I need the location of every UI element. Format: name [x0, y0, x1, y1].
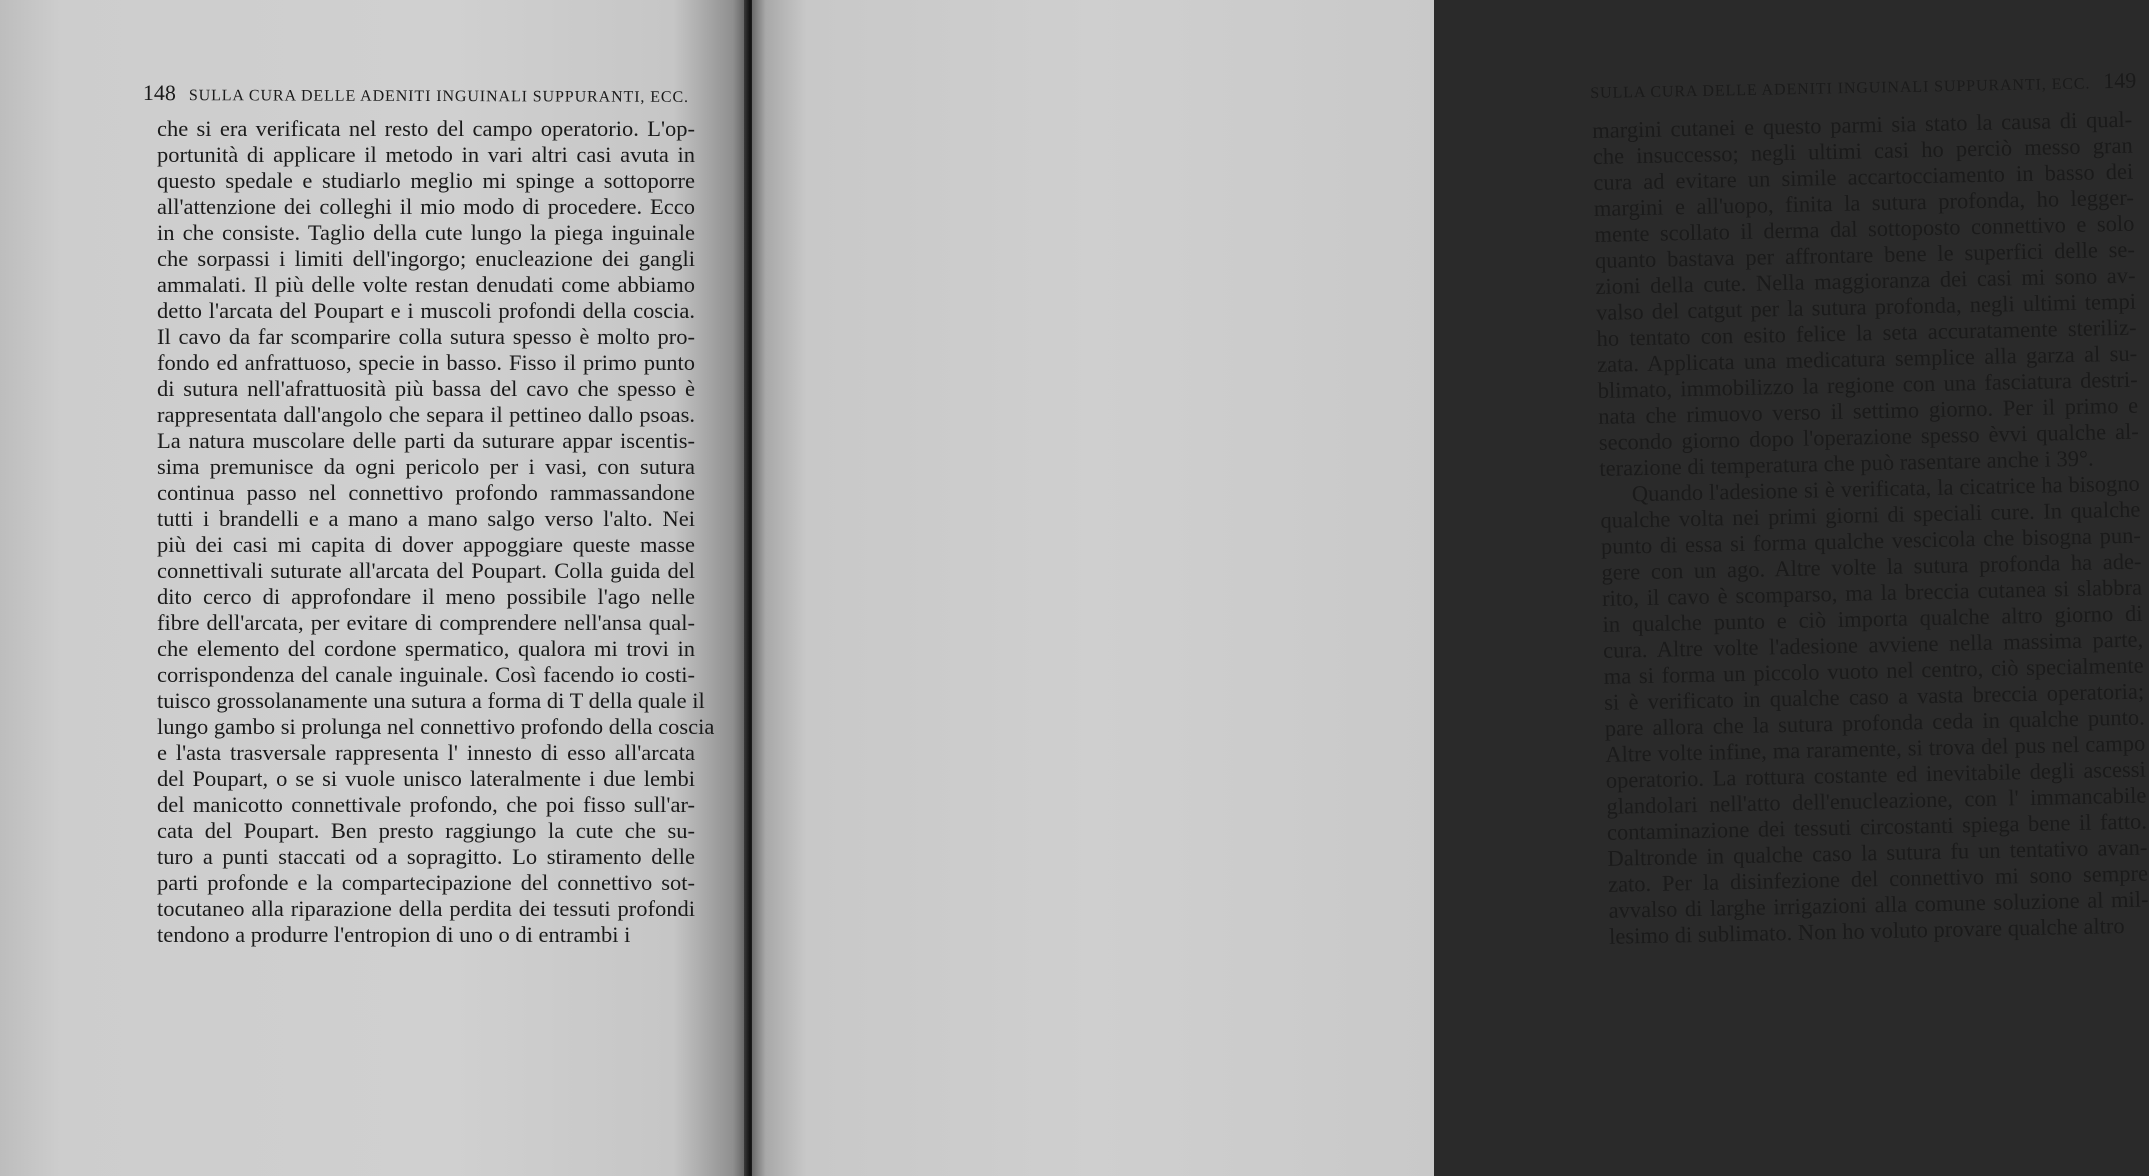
text-line: che sorpassi i limiti dell'ingorgo; enucleazione dei gangli: [157, 246, 695, 271]
text-line: avvalso di larghe irrigazioni alla comune soluzione al mil-: [1608, 886, 2149, 923]
text-line: fondo ed anfrattuoso, specie in basso. Fisso il primo punto: [157, 350, 695, 375]
text-line: mente scollato il derma dal sottoposto connettivo e solo: [1594, 210, 2135, 247]
text-line: zioni della cute. Nella maggioranza dei casi mi sono av-: [1595, 262, 2136, 299]
text-line: si è verificato in qualche caso a vasta breccia operatoria;: [1603, 678, 2145, 715]
text-line: zato. Per la disinfezione del connettivo mi sono sempre: [1607, 860, 2149, 897]
right-page: [752, 0, 2149, 1176]
text-line: di sutura nell'afrattuosità più bassa del cavo che spesso è: [157, 376, 695, 401]
text-line: cata del Poupart. Ben presto raggiungo la cute che su-: [157, 818, 695, 843]
text-line: tocutaneo alla riparazione della perdita dei tessuti profondi: [157, 896, 695, 921]
text-line: zata. Applicata una medicatura semplice alla garza al su-: [1596, 340, 2138, 377]
right-running-head: [1590, 68, 2136, 104]
text-line: detto l'arcata del Poupart e i muscoli profondi della coscia.: [157, 298, 695, 323]
text-line: gere con un ago. Altre volte la sutura profonda ha ade-: [1601, 548, 2142, 585]
left-page-number: 148: [142, 80, 176, 106]
text-line: pare allora che la sutura profonda ceda in qualche punto.: [1604, 704, 2145, 741]
text-line: nata che rimuovo verso il settimo giorno. Per il primo e: [1597, 392, 2139, 429]
text-line: portunità di applicare il metodo in vari altri casi avuta in: [157, 142, 695, 167]
text-line: Il cavo da far scomparire colla sutura spesso è molto pro-: [157, 324, 695, 349]
text-line: rito, il cavo è scomparso, ma la breccia cutanea si slabbra: [1601, 574, 2143, 611]
text-line: Daltronde in qualche caso la sutura fu un tentativo avan-: [1607, 834, 2148, 871]
text-line: corrispondenza del canale inguinale. Così facendo io costi-: [157, 662, 695, 687]
text-line: che insuccesso; negli ultimi casi ho perciò messo gran: [1592, 132, 2133, 169]
text-line: La natura muscolare delle parti da suturare appar iscentis-: [157, 428, 695, 453]
text-line: margini cutanei e questo parmi sia stato la causa di qual-: [1592, 106, 2133, 143]
left-running-head: [143, 80, 689, 108]
text-line: ammalati. Il più delle volte restan denudati come abbiamo: [157, 272, 695, 297]
text-line: quanto bastava per affrontare bene le superfici delle se-: [1594, 236, 2136, 273]
text-line: Altre volte infine, ma raramente, si trova del pus nel campo: [1605, 730, 2146, 767]
text-line: tuisco grossolanamente una sutura a forma di T della quale il: [157, 688, 705, 713]
text-line: lesimo di sublimato. Non ho voluto provare qualche altro: [1608, 913, 2125, 949]
text-line: secondo giorno dopo l'operazione spesso èvvi qualche al-: [1598, 418, 2139, 455]
text-line: cura. Altre volte l'adesione avviene nella massima parte,: [1602, 626, 2144, 663]
text-line: del manicotto connettivale profondo, che poi fisso sull'ar-: [157, 792, 695, 817]
text-line: glandolari nell'atto dell'enucleazione, con l' immancabile: [1606, 782, 2147, 819]
text-line: dito cerco di approfondare il meno possibile l'ago nelle: [157, 584, 695, 609]
text-line: rappresentata dall'angolo che separa il pettineo dallo psoas.: [157, 402, 695, 427]
left-body-text: [157, 116, 715, 948]
text-line: più dei casi mi capita di dover appoggiare queste masse: [157, 532, 695, 557]
text-line: qualche volta nei primi giorni di speciali cure. In qualche: [1600, 496, 2141, 533]
text-line: operatorio. La rottura costante ed inevitabile degli ascessi: [1605, 756, 2147, 793]
text-line: in qualche punto e ciò importa qualche altro giorno di: [1602, 600, 2143, 637]
text-line: ho tentato con esito felice la seta accuratamente steriliz-: [1596, 314, 2137, 351]
text-line: parti profonde e la compartecipazione del connettivo sot-: [157, 870, 695, 895]
left-running-head-title: SULLA CURA DELLE ADENITI INGUINALI SUPPURANTI, ECC.: [188, 87, 690, 106]
text-line: punto di essa si forma qualche vescicola che bisogna pun-: [1600, 522, 2142, 559]
text-line: e l'asta trasversale rappresenta l' innesto di esso all'arcata: [157, 740, 695, 765]
text-line: connettivali suturate all'arcata del Poupart. Colla guida del: [157, 558, 695, 583]
text-line: cura ad evitare un simile accartocciamento in basso dei: [1593, 158, 2134, 195]
text-line: fibre dell'arcata, per evitare di comprendere nell'ansa qual-: [157, 610, 695, 635]
text-line: all'attenzione dei colleghi il mio modo di procedere. Ecco: [157, 194, 695, 219]
text-line: ma si forma un piccolo vuoto nel centro, ciò specialmente: [1603, 652, 2144, 689]
text-line: tutti i brandelli e a mano a mano salgo verso l'alto. Nei: [157, 506, 695, 531]
text-line: blimato, immobilizzo la regione con una fasciatura destri-: [1597, 366, 2138, 403]
text-line: che si era verificata nel resto del campo operatorio. L'op-: [157, 116, 695, 141]
text-line: valso del catgut per la sutura profonda, negli ultimi tempi: [1595, 288, 2137, 325]
text-line: lungo gambo si prolunga nel connettivo profondo della coscia: [157, 714, 715, 739]
right-page-number: 149: [2102, 67, 2137, 94]
text-line: questo spedale e studiarlo meglio mi spinge a sottoporre: [157, 168, 695, 193]
text-line: continua passo nel connettivo profondo rammassandone: [157, 480, 695, 505]
text-line: sima premunisce da ogni pericolo per i vasi, con sutura: [157, 454, 695, 479]
text-line: tendono a produrre l'entropion di uno o di entrambi i: [157, 922, 631, 947]
text-line: Quando l'adesione si è verificata, la cicatrice ha bisogno: [1631, 470, 2141, 507]
text-line: contaminazione dei tessuti circostanti spiega bene il fatto.: [1606, 808, 2148, 845]
text-line: terazione di temperatura che può rasentare anche i 39°.: [1599, 445, 2094, 481]
right-body-text: [1592, 107, 2149, 950]
left-page: [0, 0, 748, 1176]
text-line: che elemento del cordone spermatico, qualora mi trovi in: [157, 636, 695, 661]
text-line: in che consiste. Taglio della cute lungo la piega inguinale: [157, 220, 695, 245]
text-line: del Poupart, o se si vuole unisco lateralmente i due lembi: [157, 766, 695, 791]
right-running-head-title: SULLA CURA DELLE ADENITI INGUINALI SUPPURANTI, ECC.: [1590, 75, 2091, 102]
text-line: margini e all'uopo, finita la sutura profonda, ho legger-: [1593, 184, 2135, 221]
text-line: turo a punti staccati od a sopragitto. Lo stiramento delle: [157, 844, 695, 869]
